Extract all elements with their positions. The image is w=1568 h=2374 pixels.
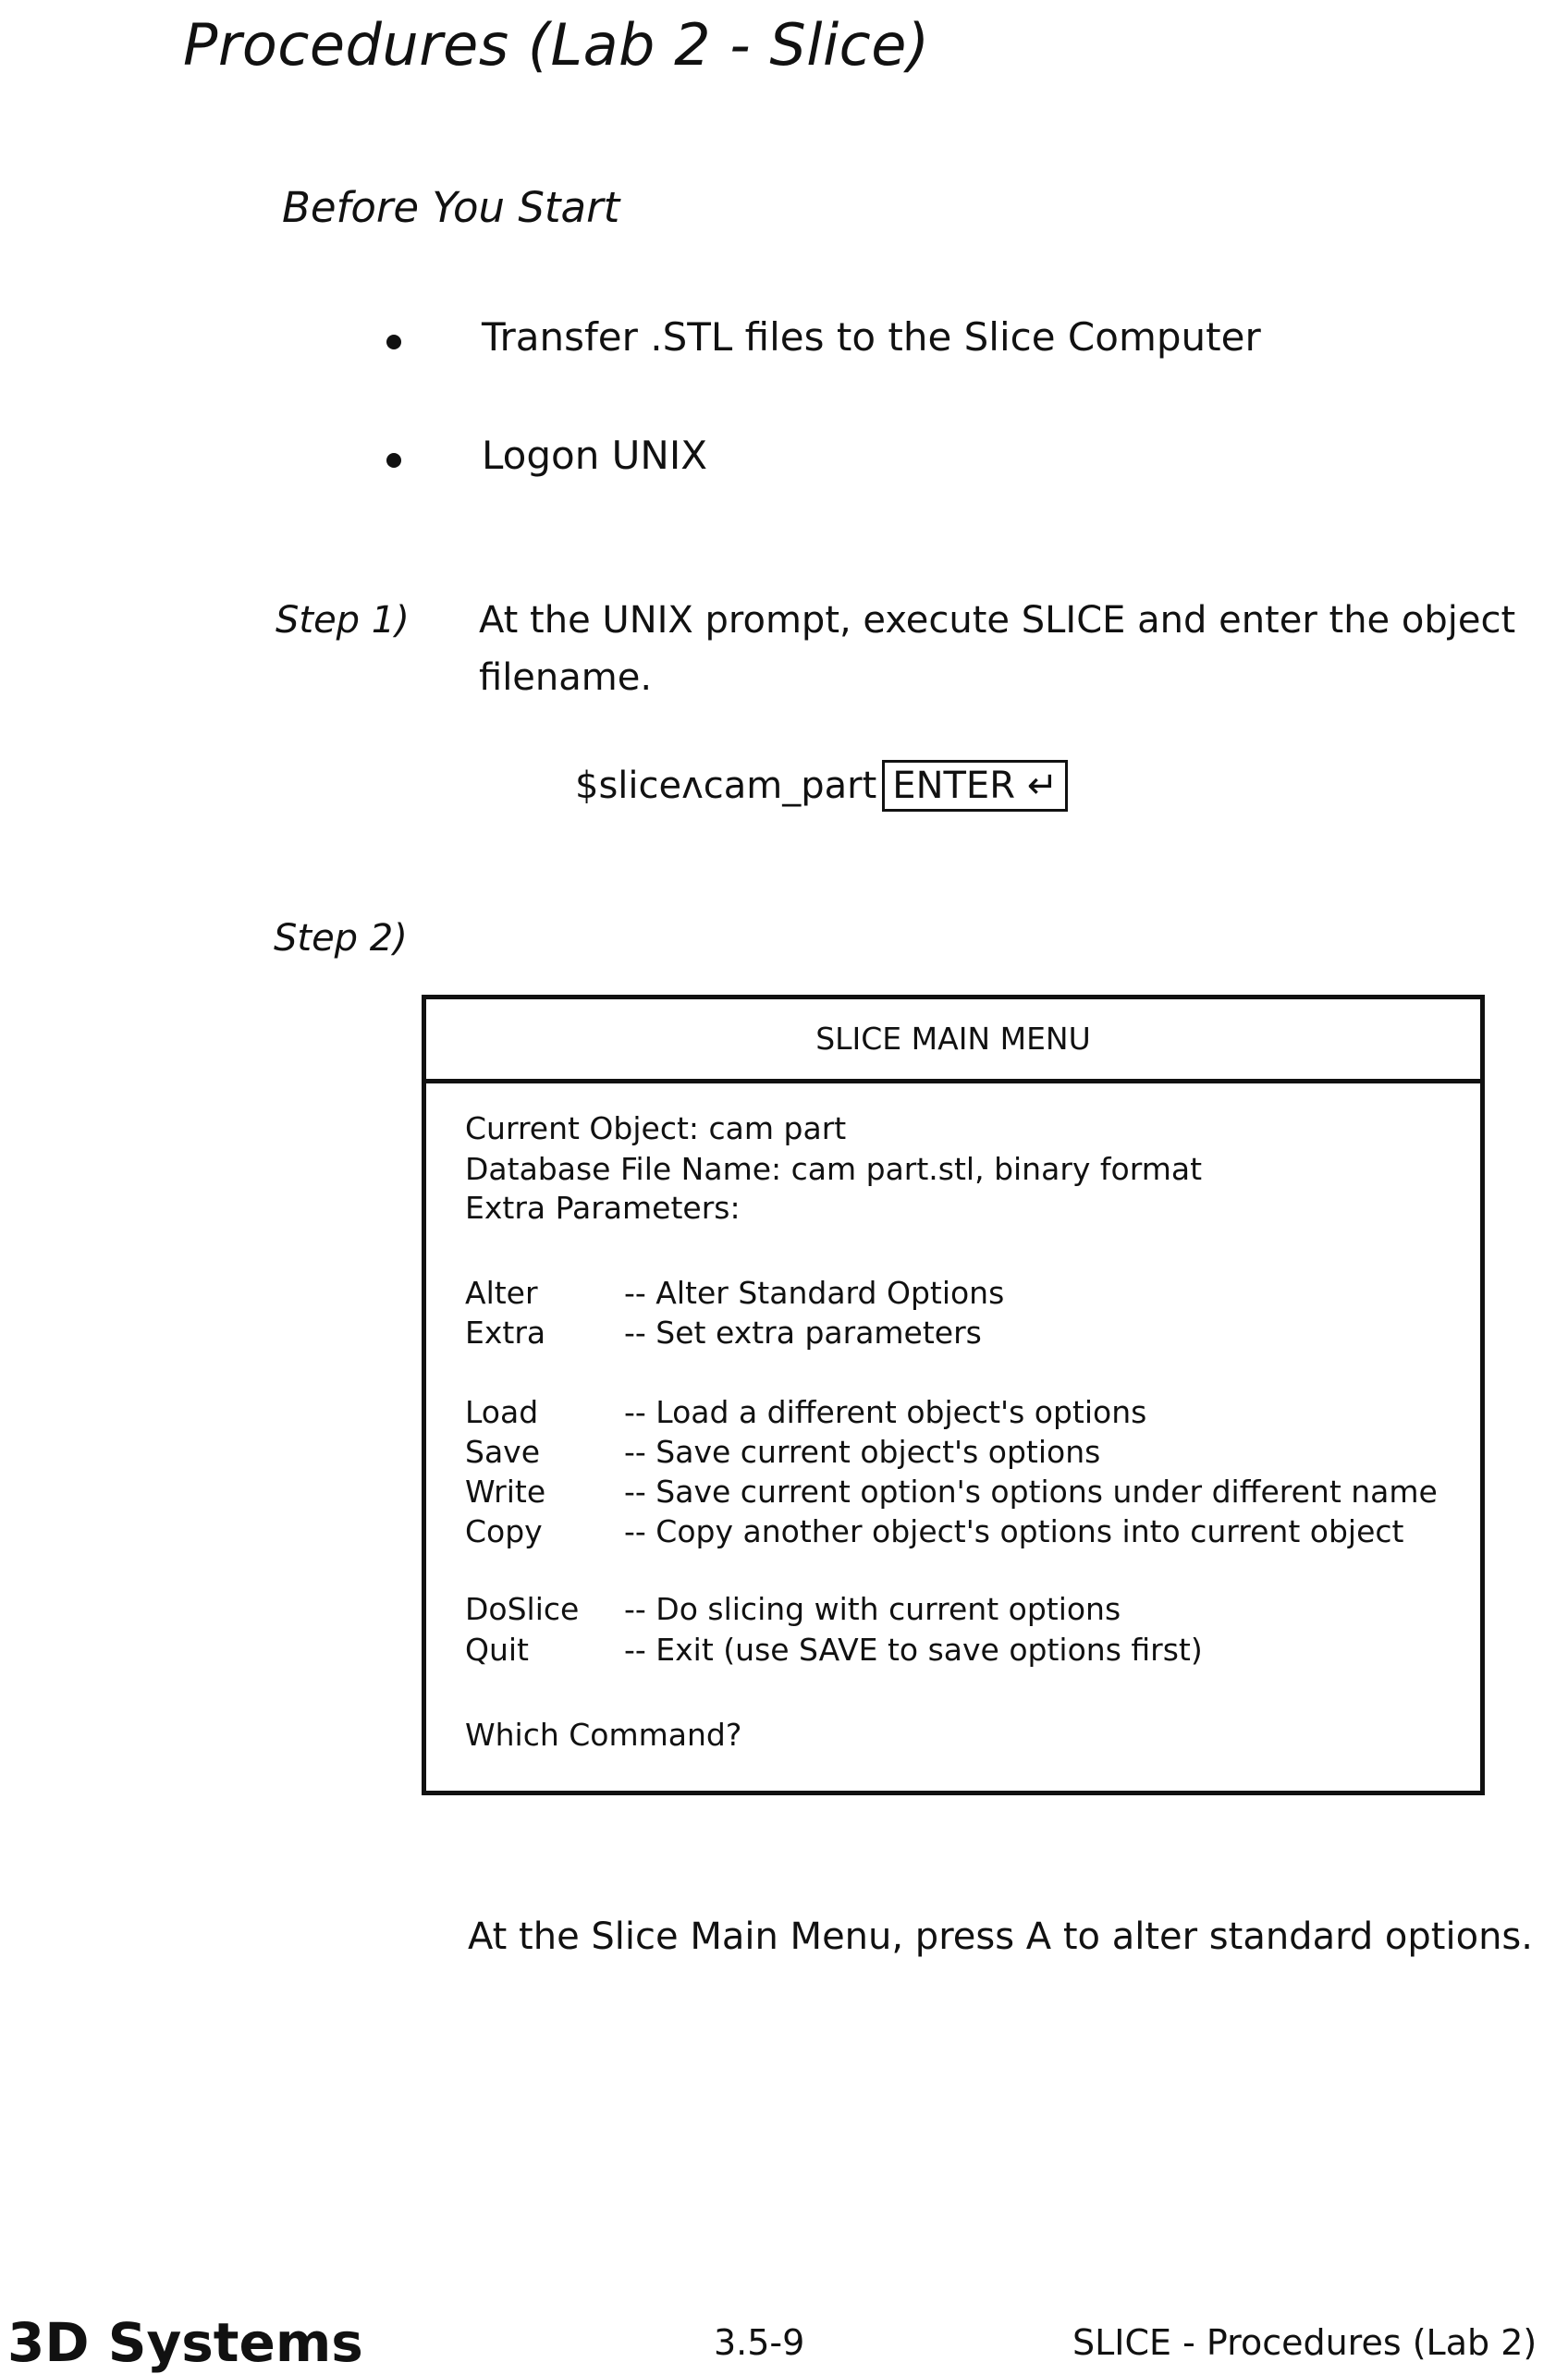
menu-command: Load -- Load a different object's options — [465, 1394, 1146, 1430]
enter-key: ENTER ↵ — [882, 760, 1068, 812]
footer-section: SLICE - Procedures (Lab 2) — [1072, 2322, 1537, 2363]
menu-command: Alter -- Alter Standard Options — [465, 1275, 1004, 1311]
bullet-icon — [386, 453, 401, 468]
menu-info: Current Object: cam part — [465, 1110, 846, 1146]
menu-info: Extra Parameters: — [465, 1190, 741, 1226]
menu-prompt: Which Command? — [465, 1717, 741, 1753]
menu-header: SLICE MAIN MENU — [426, 999, 1480, 1083]
step1-text: At the UNIX prompt, execute SLICE and enter the object — [479, 599, 1515, 642]
menu-command: Extra -- Set extra parameters — [465, 1315, 982, 1351]
list-item: Logon UNIX — [482, 433, 707, 478]
page-number: 3.5-9 — [714, 2322, 804, 2363]
menu-command: Write -- Save current option's options under different name — [465, 1474, 1438, 1510]
step1-text-cont: filename. — [479, 656, 652, 699]
menu-command: Copy -- Copy another object's options into current object — [465, 1513, 1403, 1549]
slice-main-menu — [422, 995, 1485, 1795]
step1-label: Step 1) — [276, 599, 410, 642]
menu-info: Database File Name: cam part.stl, binary format — [465, 1151, 1202, 1187]
footer-brand: 3D Systems — [7, 2311, 363, 2374]
page-title: Procedures (Lab 2 - Slice) — [183, 11, 930, 79]
list-item: Transfer .STL files to the Slice Computer — [482, 314, 1261, 360]
menu-command: DoSlice -- Do slicing with current options — [465, 1591, 1121, 1627]
command-line — [575, 760, 1068, 812]
before-start-heading: Before You Start — [282, 183, 619, 232]
menu-command: Save -- Save current object's options — [465, 1434, 1100, 1470]
bullet-icon — [386, 335, 401, 349]
instruction-text: At the Slice Main Menu, press A to alter standard options. — [468, 1915, 1533, 1958]
step2-label: Step 2) — [274, 917, 408, 960]
command-text: $sliceʌcam_part — [575, 765, 876, 807]
menu-command: Quit -- Exit (use SAVE to save options first) — [465, 1632, 1203, 1668]
